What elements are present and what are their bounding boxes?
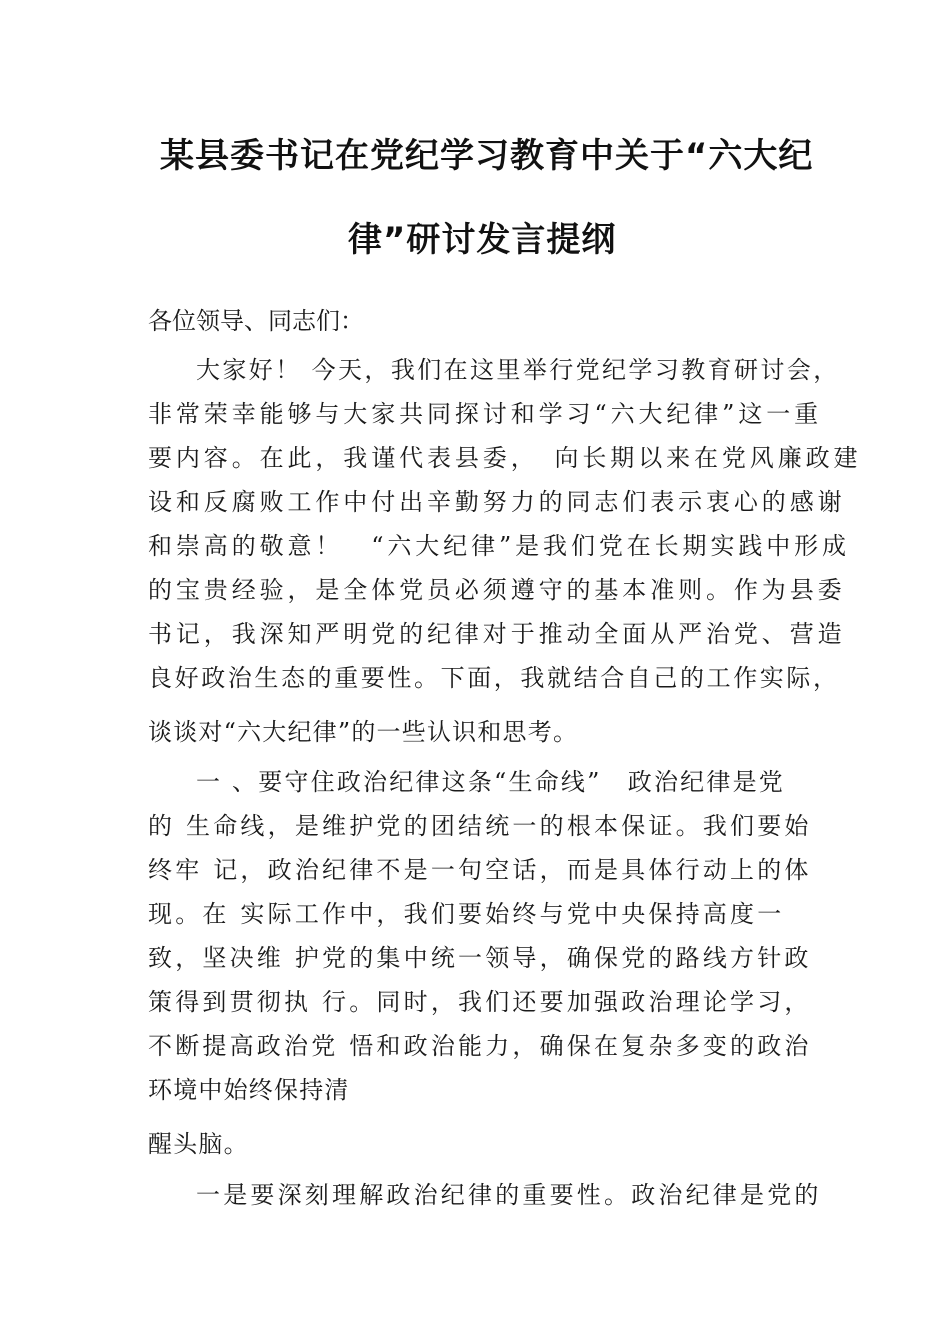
section-one-line-6: 策得到贯彻执 行。同时，我们还要加强政治理论学习， [148, 988, 812, 1016]
intro-line-4: 设和反腐败工作中付出辛勤努力的同志们表示衷心的感谢 [148, 488, 846, 516]
intro-line-2: 非常荣幸能够与大家共同探讨和学习“六大纪律”这一重 [148, 400, 823, 428]
section-one-line-7: 不断提高政治党 悟和政治能力，确保在复杂多变的政治 [148, 1032, 812, 1060]
section-one-line-9: 醒头脑。 [148, 1130, 249, 1158]
section-one-line-8: 环境中始终保持清 [148, 1076, 350, 1104]
section-one-line-5: 致，坚决维 护党的集中统一领导，确保党的路线方针政 [148, 944, 812, 972]
intro-line-7: 书记，我深知严明党的纪律对于推动全面从严治党、营造 [148, 620, 846, 648]
salutation: 各位领导、同志们： [148, 307, 364, 335]
document-title-line-2: 律”研讨发言提纲 [348, 220, 617, 260]
intro-line-6: 的宝贵经验，是全体党员必须遵守的基本准则。作为县委 [148, 576, 846, 604]
intro-line-5: 和崇高的敬意！ “六大纪律”是我们党在长期实践中形成 [148, 532, 850, 560]
section-one-line-3: 终牢 记，政治纪律不是一句空话，而是具体行动上的体 [148, 856, 812, 884]
section-one-heading-line: 一 、要守住政治纪律这条“生命线” 政治纪律是党 [196, 768, 785, 796]
section-one-line-4: 现。在 实际工作中，我们要始终与党中央保持高度一 [148, 900, 785, 928]
intro-line-9: 谈谈对“六大纪律”的一些认识和思考。 [148, 718, 579, 746]
document-title-line-1: 某县委书记在党纪学习教育中关于“六大纪 [160, 136, 814, 176]
subpoint-one-line: 一是要深刻理解政治纪律的重要性。政治纪律是党的 [196, 1181, 822, 1209]
intro-line-3: 要内容。在此，我谨代表县委， 向长期以来在党风廉政建 [148, 444, 862, 472]
intro-line-8: 良好政治生态的重要性。下面，我就结合自己的工作实际， [148, 664, 840, 692]
section-one-line-2: 的 生命线，是维护党的团结统一的根本保证。我们要始 [148, 812, 812, 840]
intro-line-1: 大家好！ 今天，我们在这里举行党纪学习教育研讨会， [196, 356, 840, 384]
